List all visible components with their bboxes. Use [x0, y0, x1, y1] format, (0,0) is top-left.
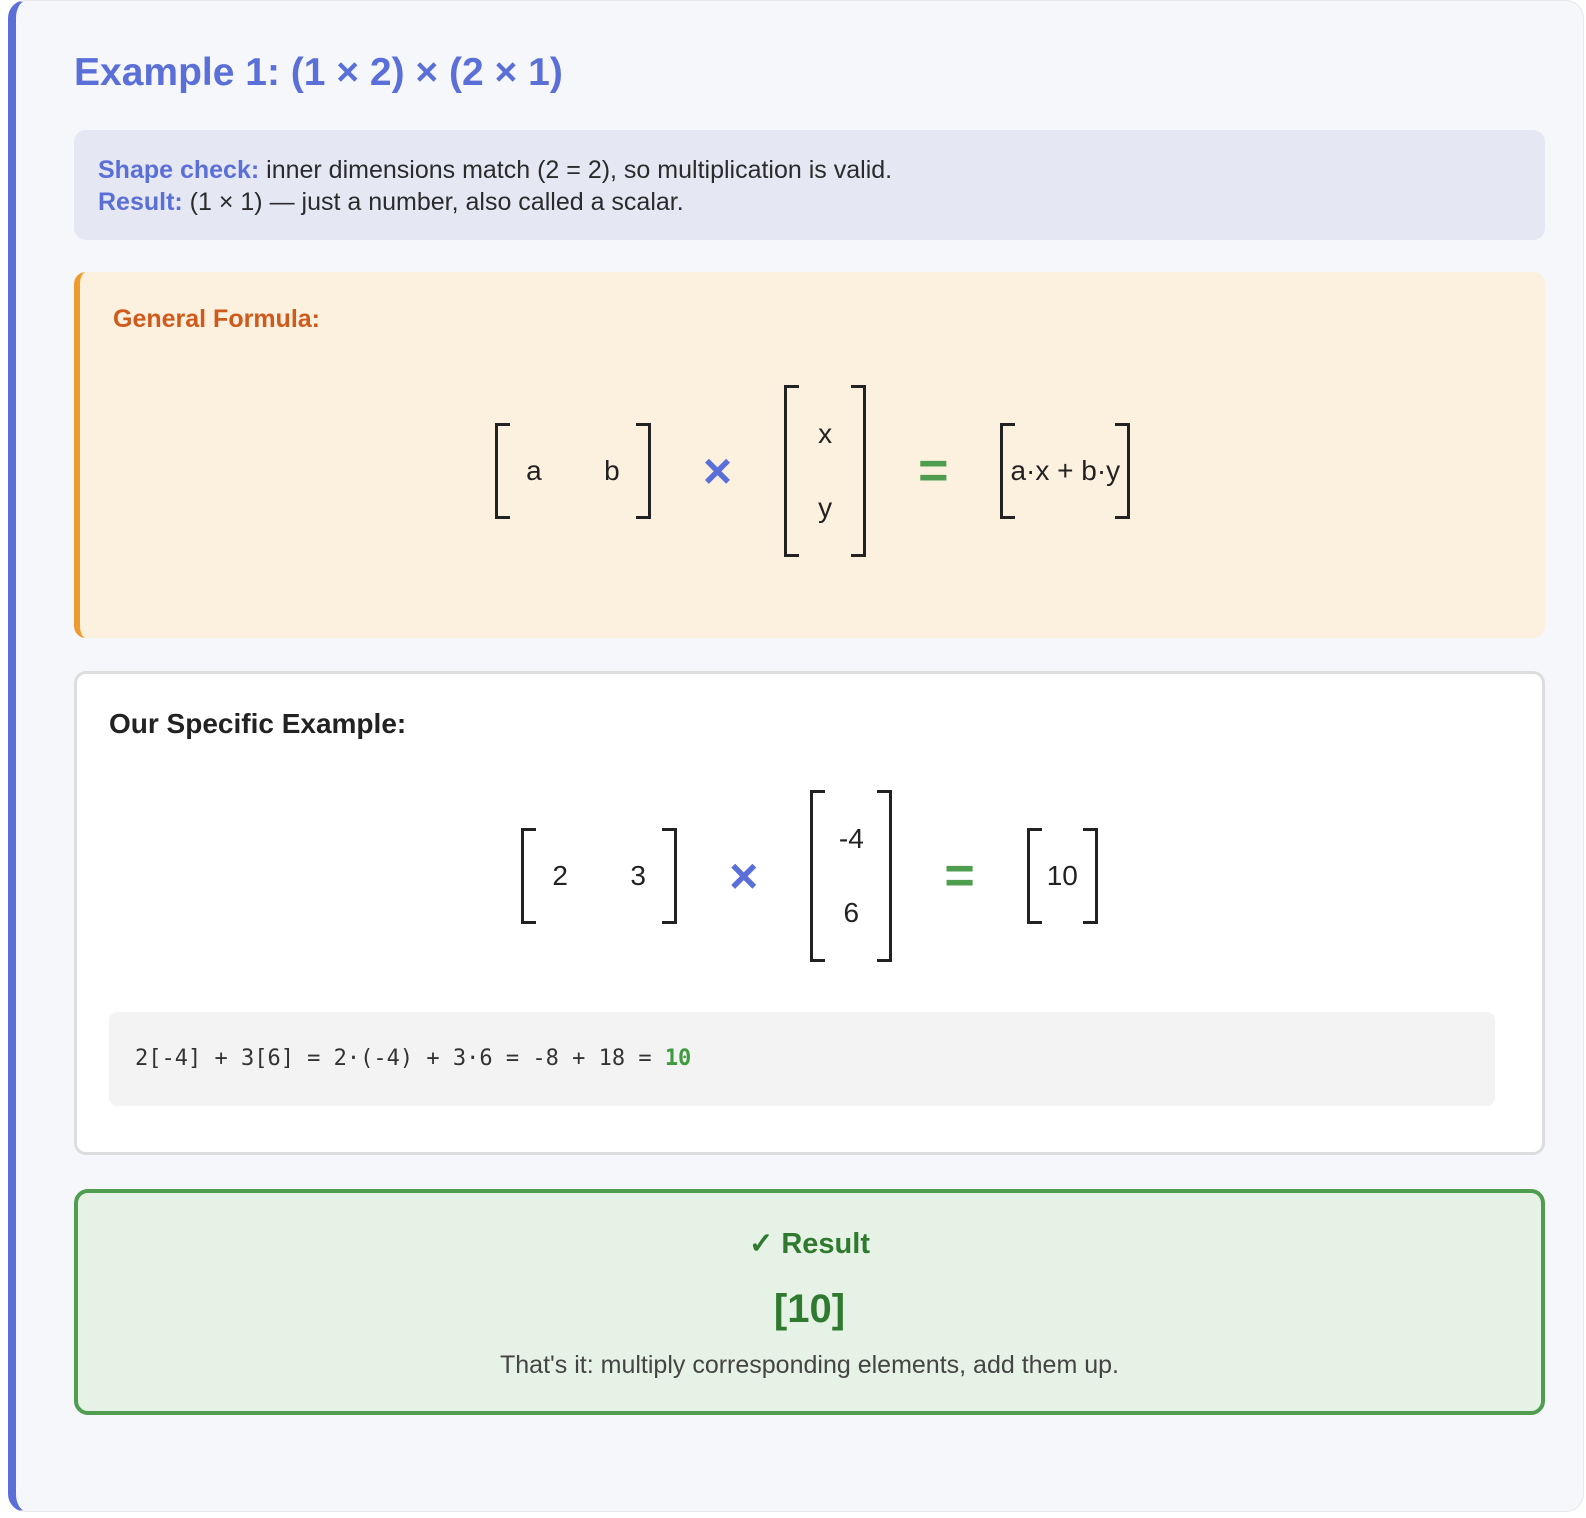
result-value: [10]	[773, 1287, 846, 1331]
matrix-cell: 10	[1046, 860, 1078, 891]
example-card	[8, 0, 1584, 1512]
calculation-steps	[109, 1012, 1495, 1106]
equals-sign: =	[918, 442, 949, 500]
equals-sign: =	[944, 847, 975, 905]
result-shape-line	[98, 186, 1521, 218]
calculation-text: 2[-4] + 3[6] = 2·(-4) + 3·6 = -8 + 18 =	[135, 1046, 665, 1071]
column-vector-matrix	[810, 790, 892, 962]
general-formula-equation	[80, 385, 1545, 557]
multiply-sign: ×	[702, 443, 733, 499]
matrix-cell: 2	[552, 860, 568, 891]
result-box	[74, 1189, 1545, 1415]
specific-example-equation	[77, 790, 1542, 962]
result-note: That's it: multiply corresponding elements, add them up.	[500, 1351, 1119, 1379]
specific-example-box	[74, 671, 1545, 1155]
matrix-cell: 6	[843, 897, 860, 928]
shape-check-line	[98, 154, 1521, 186]
specific-example-heading: Our Specific Example:	[109, 708, 407, 739]
row-vector-matrix	[521, 828, 677, 924]
matrix-cell: b	[604, 455, 620, 486]
matrix-cell: a	[526, 455, 542, 486]
matrix-cell: y	[818, 492, 833, 523]
multiply-sign: ×	[729, 848, 759, 904]
matrix-cell: -4	[838, 823, 864, 854]
result-shape-text: (1 × 1) — just a number, also called a scalar.	[182, 188, 684, 216]
shape-check-box	[74, 130, 1545, 240]
shape-check-text: inner dimensions match (2 = 2), so multiplication is valid.	[259, 156, 893, 184]
shape-check-label: Shape check:	[98, 156, 260, 184]
result-matrix	[1027, 828, 1098, 924]
matrix-cell: 3	[630, 860, 646, 891]
result-shape-label: Result:	[98, 188, 183, 216]
result-title: ✓ Result	[749, 1228, 870, 1260]
matrix-cell: x	[818, 418, 833, 449]
general-formula-heading: General Formula:	[113, 305, 320, 333]
calculation-answer: 10	[664, 1046, 692, 1071]
result-matrix	[1000, 423, 1130, 519]
matrix-cell: a·x + b·y	[1010, 455, 1121, 486]
row-vector-matrix	[495, 423, 651, 519]
column-vector-matrix	[784, 385, 866, 557]
general-formula-box	[74, 272, 1545, 638]
page-title: Example 1: (1 × 2) × (2 × 1)	[74, 51, 563, 94]
